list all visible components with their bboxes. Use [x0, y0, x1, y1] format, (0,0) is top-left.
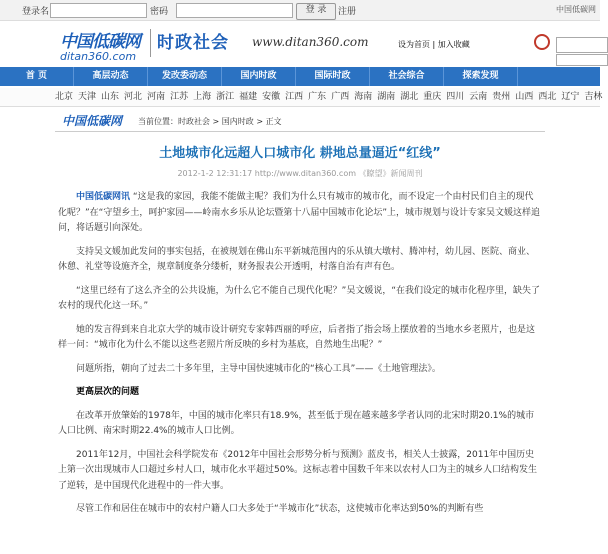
section-heading: 更高层次的问题: [76, 387, 140, 397]
paragraph: 支持吴文媛加此发问的事实包括，在被规划在佛山东平新城范围内的乐从镇大墩村、腾冲村，幼儿园、医院、商业、休憩、礼堂等设施齐全，规章制度条分缕析，财务报表公开透明，村落自治有声有色。: [58, 246, 536, 272]
city-link[interactable]: 云南: [469, 92, 488, 102]
password-label: 密码: [150, 7, 169, 17]
city-link[interactable]: 浙江: [216, 92, 235, 102]
add-favorite-link[interactable]: 加入收藏: [437, 40, 470, 49]
breadcrumb-bar: [52, 112, 552, 130]
site-name-link[interactable]: 中国低碳网: [556, 5, 596, 14]
city-link[interactable]: 山东: [101, 92, 120, 102]
city-link[interactable]: 江苏: [170, 92, 189, 102]
header-links: [398, 39, 470, 50]
section-title: [150, 29, 233, 57]
city-nav: [0, 88, 603, 107]
site-header: [0, 21, 600, 68]
nav-item-society[interactable]: 社会综合: [370, 67, 444, 86]
article-meta: 2012-1-2 12:31:17 http://www.ditan360.com 《瞭望》新闻周刊: [177, 169, 423, 178]
paragraph: 在改革开放肇始的1978年，中国的城市化率只有18.9%，甚至低于现在越来越多学者认同的北宋时期20.1%的城市人口比例、南宋时期22.4%的城市人口比例。: [58, 410, 535, 436]
login-button[interactable]: 登 录: [296, 3, 336, 20]
city-link[interactable]: 贵州: [492, 92, 511, 102]
logo-cn: 中国低碳网: [60, 32, 140, 52]
city-link[interactable]: 福建: [239, 92, 258, 102]
article-title: 土地城市化远超人口城市化 耕地总量逼近“红线”: [159, 146, 441, 161]
username-input[interactable]: [50, 3, 147, 18]
city-link[interactable]: 北京: [55, 92, 74, 102]
city-link[interactable]: 河南: [147, 92, 166, 102]
city-link[interactable]: 上海: [193, 92, 212, 102]
paragraph: 2011年12月，中国社会科学院发布《2012年中国社会形势分析与预测》蓝皮书，相关人士披露，2011年中国历史上第一次出现城市人口超过乡村人口，城市化水平超过50%。这标志着中国数千年来以农村人口为主的城乡人口结构发生了逆转，是中国现代化进程中的一件大事。: [58, 449, 538, 491]
city-link[interactable]: 重庆: [423, 92, 442, 102]
city-link[interactable]: 湖南: [377, 92, 396, 102]
password-input[interactable]: [176, 3, 293, 18]
nav-item-ndrc[interactable]: 发改委动态: [148, 67, 222, 86]
paragraph: [58, 190, 542, 237]
breadcrumb[interactable]: 当前位置：时政社会 > 国内时政 > 正文: [138, 117, 282, 126]
login-label: 登录名: [22, 7, 50, 17]
nav-item-leaders[interactable]: 高层动态: [74, 67, 148, 86]
city-link[interactable]: 江西: [285, 92, 304, 102]
city-link[interactable]: 四川: [446, 92, 465, 102]
nav-item-home[interactable]: 首 页: [0, 67, 74, 86]
section-title-text: 时政社会: [157, 33, 229, 53]
breadcrumb-logo: 中国低碳网: [62, 114, 123, 128]
logo-en: ditan360.com: [60, 50, 137, 63]
paragraph: 她的发言得到来自北京大学的城市设计研究专家韩西丽的呼应，后者指了指会场上摆放着的当地水乡老照片，也是这样一问：“城市化为什么不能以这些老照片所反映的乡村为基底，自然地生出呢？”: [58, 324, 536, 350]
nav-item-international[interactable]: 国际时政: [296, 67, 370, 86]
domain-text: www.ditan360.com: [252, 35, 369, 49]
city-link[interactable]: 天津: [78, 92, 97, 102]
city-link[interactable]: 安徽: [262, 92, 281, 102]
site-logo[interactable]: [60, 27, 140, 63]
header-search-input[interactable]: [556, 37, 608, 53]
emblem-icon: [534, 34, 550, 50]
city-link[interactable]: 广东: [308, 92, 327, 102]
nav-item-explore[interactable]: 探索发现: [444, 67, 518, 86]
nav-item-domestic[interactable]: 国内时政: [222, 67, 296, 86]
paragraph: 尽管工作和居住在城市中的农村户籍人口大多处于“半城市化”状态，这使城市化率达到50%的判断有些: [76, 504, 484, 514]
set-home-link[interactable]: 设为首页: [398, 40, 430, 49]
paragraph: “这里已经有了这么齐全的公共设施，为什么它不能自己现代化呢？”吴文媛说，“在我们设定的城市化程序里，缺失了农村的现代化这一环。”: [58, 285, 540, 311]
top-login-bar: [0, 0, 600, 21]
city-link[interactable]: 吉林: [584, 92, 603, 102]
article-body: [58, 190, 542, 526]
city-link[interactable]: 海南: [354, 92, 373, 102]
main-nav: [0, 67, 600, 86]
link-divider: |: [432, 40, 436, 49]
city-link[interactable]: 湖北: [400, 92, 419, 102]
city-link[interactable]: 辽宁: [561, 92, 580, 102]
header-search-input-2[interactable]: [556, 54, 608, 66]
city-link[interactable]: 山西: [515, 92, 534, 102]
city-link[interactable]: 广西: [331, 92, 350, 102]
divider: [55, 131, 545, 132]
city-link[interactable]: 西北: [538, 92, 557, 102]
source-label: 中国低碳网讯: [76, 192, 131, 202]
city-link[interactable]: 河北: [124, 92, 143, 102]
paragraph: 问题所指，朝向了过去二十多年里，主导中国快速城市化的“核心工具”——《土地管理法》。: [76, 363, 441, 374]
register-link[interactable]: 注册: [338, 7, 357, 17]
paragraph-text: “这是我的家园，我能不能做主呢？我们为什么只有城市的城市化，而不设定一个由村民们自主的现代化呢？”在“守望乡土，呵护家园——岭南水乡乐从论坛暨第十八届中国城市化论坛”上，城市规划与设计专家吴文媛这样追问，将话题引向深处。: [58, 192, 540, 233]
